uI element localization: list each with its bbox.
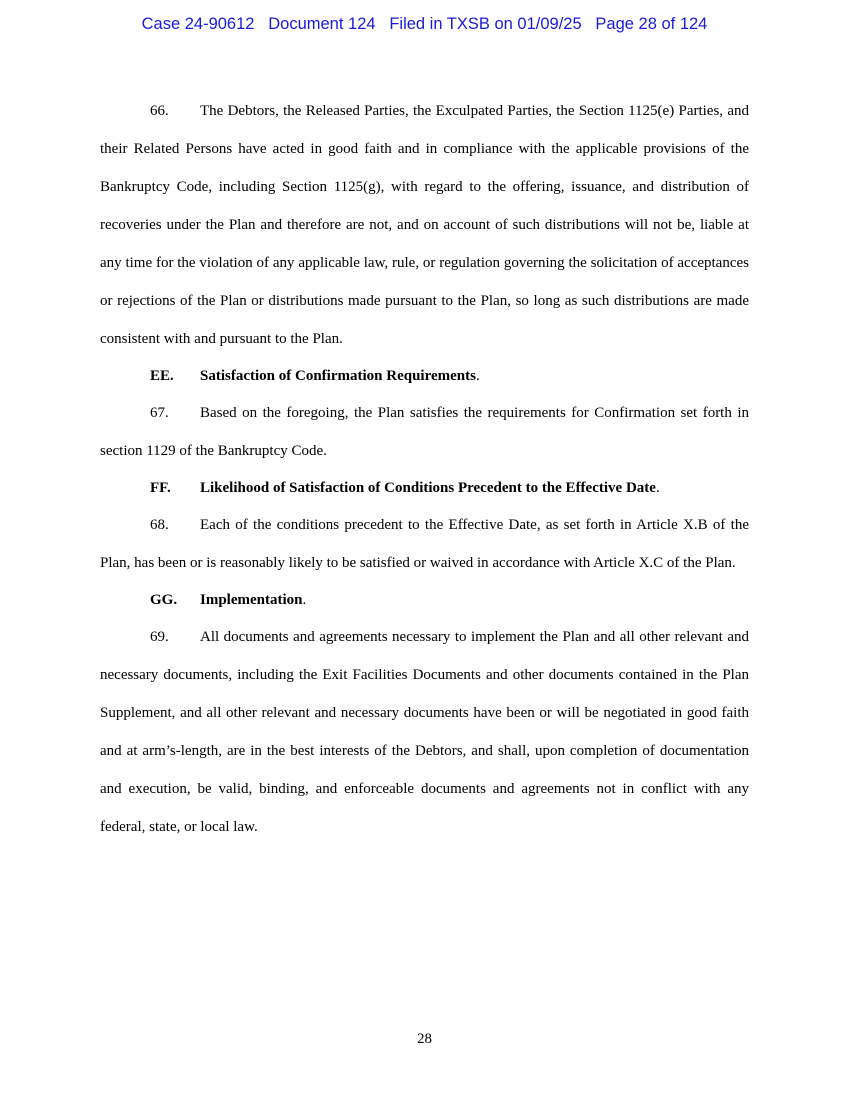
section-period: . xyxy=(655,480,660,496)
page-info: Page 28 of 124 xyxy=(595,15,708,33)
section-heading-ff xyxy=(100,470,749,506)
section-heading-ee xyxy=(100,358,749,394)
document-body xyxy=(100,92,749,846)
paragraph-text: The Debtors, the Released Parties, the Exculpated Parties, the Section 1125(e) Parties, and their Related Persons have acted in good faith and in compliance with the applicable provisions of the Bankruptcy Code, including Section 1125(g), with regard to the offering, issuance, and distribution of recoveries under the Plan and therefore are not, and on account of such distributions will not be, liable at any time for the violation of any applicable law, rule, or regulation governing the solicitation of acceptances or rejections of the Plan or distributions made pursuant to the Plan, so long as such distributions are made consistent with and pursuant to the Plan. xyxy=(100,103,749,347)
paragraph-66 xyxy=(100,92,749,358)
paragraph-67 xyxy=(100,394,749,470)
paragraph-number: 67. xyxy=(150,405,169,421)
paragraph-69 xyxy=(100,618,749,846)
paragraph-68 xyxy=(100,506,749,582)
filed-info: Filed in TXSB on 01/09/25 xyxy=(389,15,582,33)
section-period: . xyxy=(302,592,307,608)
paragraph-text: Each of the conditions precedent to the Effective Date, as set forth in Article X.B of the Plan, has been or is reasonably likely to be satisfied or waived in accordance with Article X.C of the Plan. xyxy=(100,517,749,571)
paragraph-number: 66. xyxy=(150,103,169,119)
page-number: 28 xyxy=(417,1031,432,1047)
section-period: . xyxy=(475,368,480,384)
paragraph-text: Based on the foregoing, the Plan satisfies the requirements for Confirmation set forth in section 1129 of the Bankruptcy Code. xyxy=(100,405,749,459)
section-letter: GG. xyxy=(150,592,178,608)
paragraph-number: 68. xyxy=(150,517,169,533)
section-title: Likelihood of Satisfaction of Conditions Precedent to the Effective Date xyxy=(200,480,656,496)
section-letter: EE. xyxy=(150,368,174,384)
section-title: Implementation xyxy=(200,592,303,608)
case-number: Case 24-90612 xyxy=(141,15,255,33)
section-heading-gg xyxy=(100,582,749,618)
document-number: Document 124 xyxy=(268,15,376,33)
paragraph-number: 69. xyxy=(150,629,169,645)
paragraph-text: All documents and agreements necessary to implement the Plan and all other relevant and necessary documents, including the Exit Facilities Documents and other documents contained in the Plan Supplement, and all other relevant and necessary documents have been or will be negotiated in good faith and at arm’s-length, are in the best interests of the Debtors, and shall, upon completion of documentation and execution, be valid, binding, and enforceable documents and agreements not in conflict with any federal, state, or local law. xyxy=(100,629,749,835)
case-header xyxy=(0,15,849,34)
section-title: Satisfaction of Confirmation Requirements xyxy=(200,368,476,384)
section-letter: FF. xyxy=(150,480,171,496)
